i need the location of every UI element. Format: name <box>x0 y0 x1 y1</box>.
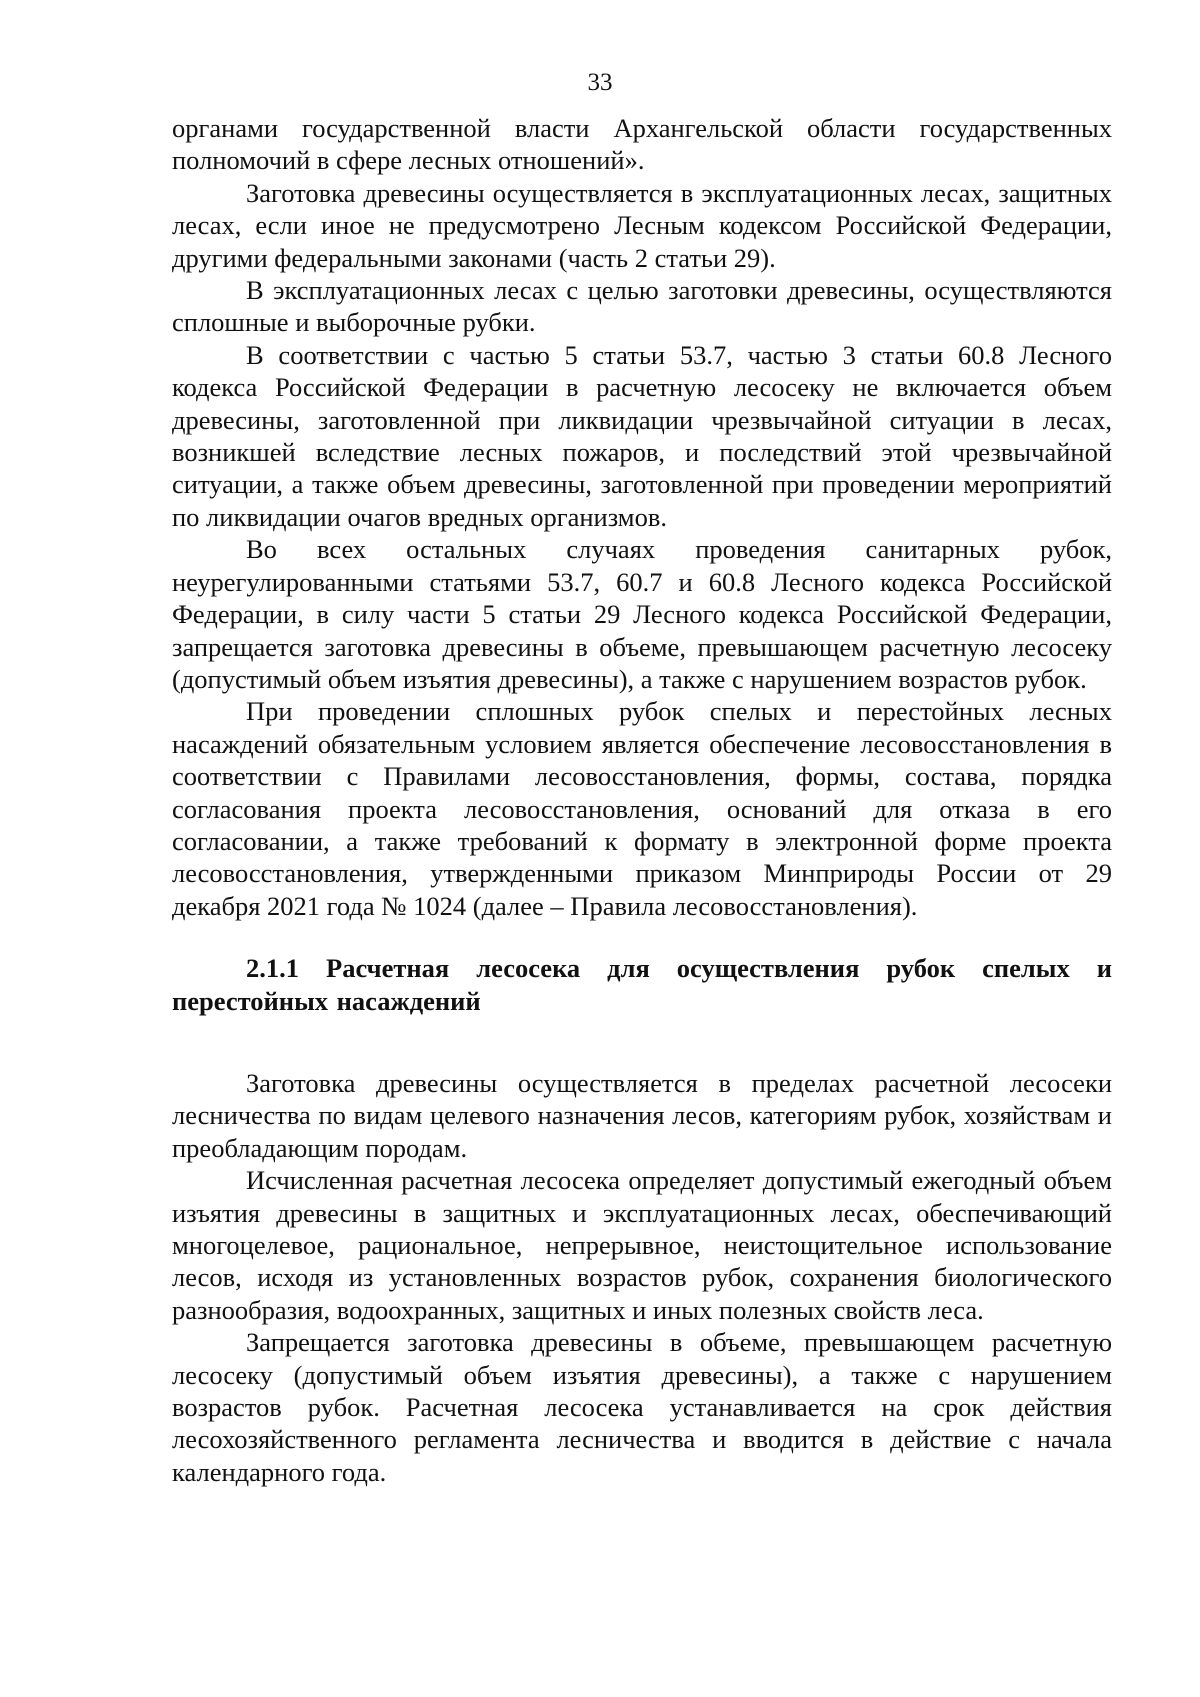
document-body <box>172 112 1112 1488</box>
paragraph: В соответствии с частью 5 статьи 53.7, частью 3 статьи 60.8 Лесного кодекса Российской Федерации в расчетную лесосеку не включается объем древесины, заготовленной при ликвидации чрезвычайной ситуации в лесах, возникшей вследствие лесных пожаров, и последствий этой чрезвычайной ситуации, а также объем древесины, заготовленной при проведении мероприятий по ликвидации очагов вредных организмов. <box>172 339 1112 532</box>
paragraph: органами государственной власти Архангельской области государственных полномочий в сфере лесных отношений». <box>172 113 1112 176</box>
paragraph: Исчисленная расчетная лесосека определяет допустимый ежегодный объем изъятия древесины в защитных и эксплуатационных лесах, обеспечивающий многоцелевое, рациональное, непрерывное, неистощительное использование лесов, исходя из установленных возрастов рубок, сохранения биологического разнообразия, водоохранных, защитных и иных полезных свойств леса. <box>172 1165 1112 1325</box>
paragraph: Во всех остальных случаях проведения санитарных рубок, неурегулированными статьями 53.7, 60.7 и 60.8 Лесного кодекса Российской Федерации, в силу части 5 статьи 29 Лесного кодекса Российской Федерации, запрещается заготовка древесины в объеме, превышающем расчетную лесосеку (допустимый объем изъятия древесины), а также с нарушением возрастов рубок. <box>172 534 1112 694</box>
paragraph: Заготовка древесины осуществляется в эксплуатационных лесах, защитных лесах, если иное не предусмотрено Лесным кодексом Российской Федерации, другими федеральными законами (часть 2 статьи 29). <box>172 177 1112 273</box>
paragraph: При проведении сплошных рубок спелых и перестойных лесных насаждений обязательным условием является обеспечение лесовосстановления в соответствии с Правилами лесовосстановления, формы, состава, порядка согласования проекта лесовосстановления, оснований для отказа в его согласовании, а также требований к формату в электронной форме проекта лесовосстановления, утвержденными приказом Минприроды России от 29 декабря 2021 года № 1024 (далее – Правила лесовосстановления). <box>172 696 1112 921</box>
section-heading: 2.1.1 Расчетная лесосека для осуществления рубок спелых и перестойных насаждений <box>172 953 1112 1016</box>
page-number: 33 <box>587 69 613 96</box>
paragraph: В эксплуатационных лесах с целью заготовки древесины, осуществляются сплошные и выборочные рубки. <box>172 275 1112 338</box>
paragraph: Заготовка древесины осуществляется в пределах расчетной лесосеки лесничества по видам целевого назначения лесов, категориям рубок, хозяйствам и преобладающим породам. <box>172 1067 1112 1163</box>
paragraph: Запрещается заготовка древесины в объеме, превышающем расчетную лесосеку (допустимый объем изъятия древесины), а также с нарушением возрастов рубок. Расчетная лесосека устанавливается на срок действия лесохозяйственного регламента лесничества и вводится в действие с начала календарного года. <box>172 1327 1112 1487</box>
